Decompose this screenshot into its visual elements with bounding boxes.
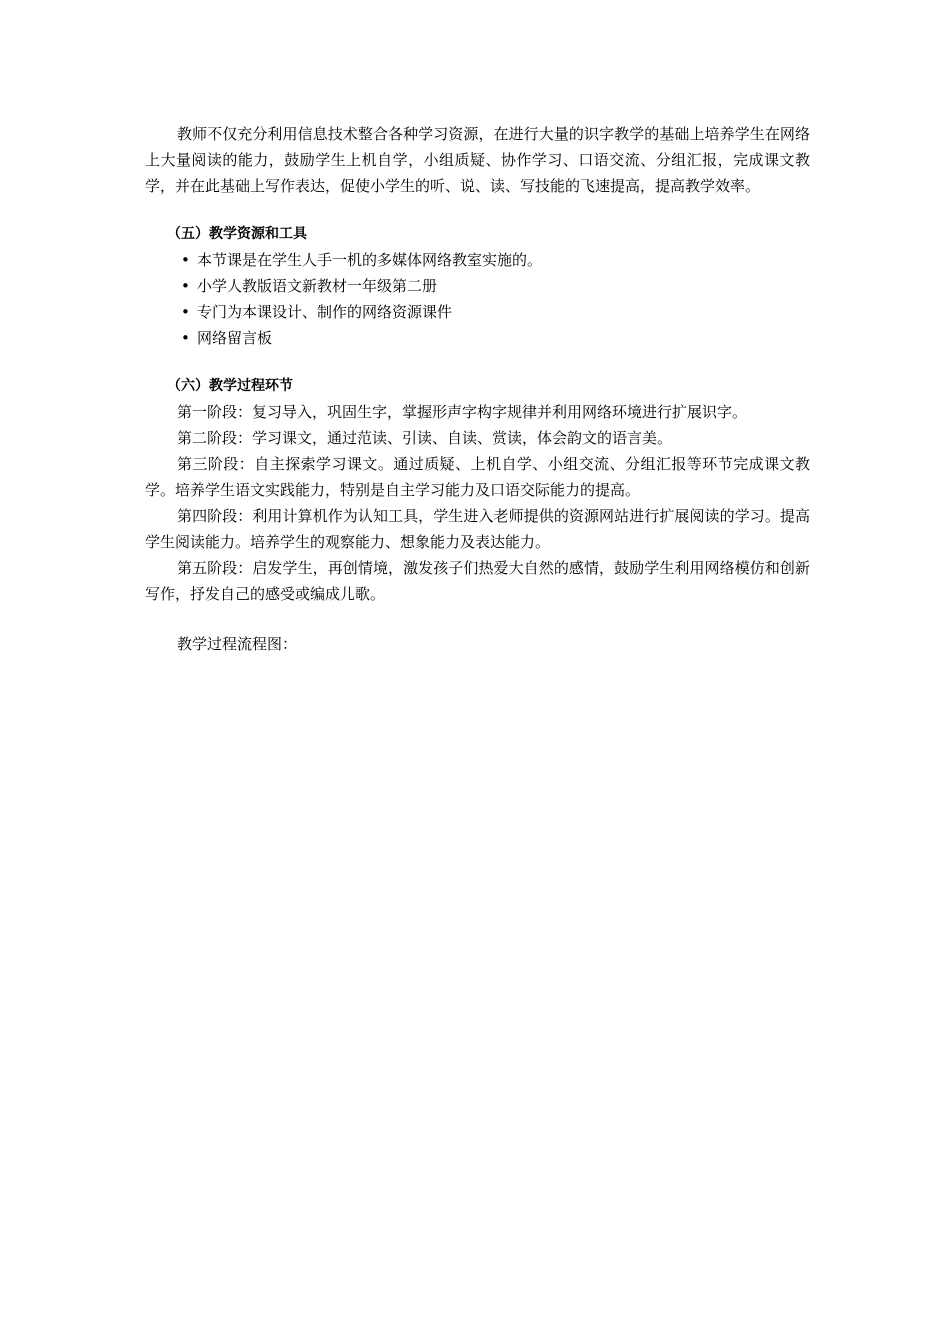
document-page bbox=[145, 121, 810, 657]
intro-paragraph: 教师不仅充分利用信息技术整合各种学习资源，在进行大量的识字教学的基础上培养学生在网络上大量阅读的能力，鼓励学生上机自学，小组质疑、协作学习、口语交流、分组汇报，完成课文教学，并在此基础上写作表达，促使小学生的听、说、读、写技能的飞速提高，提高教学效率。 bbox=[145, 125, 810, 195]
list-item bbox=[181, 273, 810, 299]
resources-list bbox=[145, 247, 810, 351]
bullet-icon: • bbox=[181, 329, 190, 347]
list-item bbox=[181, 325, 810, 351]
section-heading-resources: （五）教学资源和工具 bbox=[167, 226, 307, 242]
stage-paragraph: 第一阶段：复习导入，巩固生字，掌握形声字构字规律并利用网络环境进行扩展识字。 bbox=[177, 403, 748, 421]
list-item bbox=[181, 299, 810, 325]
stage-paragraph: 第四阶段：利用计算机作为认知工具，学生进入老师提供的资源网站进行扩展阅读的学习。提高学生阅读能力。培养学生的观察能力、想象能力及表达能力。 bbox=[145, 507, 810, 551]
list-item bbox=[181, 247, 810, 273]
bullet-icon: • bbox=[181, 303, 190, 321]
list-item-text: 本节课是在学生人手一机的多媒体网络教室实施的。 bbox=[197, 251, 543, 269]
bullet-icon: • bbox=[181, 251, 190, 269]
list-item-text: 专门为本课设计、制作的网络资源课件 bbox=[197, 303, 453, 321]
section-heading-process: （六）教学过程环节 bbox=[167, 378, 293, 394]
bullet-icon: • bbox=[181, 277, 190, 295]
list-item-text: 小学人教版语文新教材一年级第二册 bbox=[197, 277, 438, 295]
stage-paragraph: 第五阶段：启发学生，再创情境，激发孩子们热爱大自然的感情，鼓励学生利用网络模仿和创新写作，抒发自己的感受或编成儿歌。 bbox=[145, 559, 810, 603]
stage-paragraph: 第二阶段：学习课文，通过范读、引读、自读、赏读，体会韵文的语言美。 bbox=[177, 429, 673, 447]
stage-paragraph: 第三阶段：自主探索学习课文。通过质疑、上机自学、小组交流、分组汇报等环节完成课文教学。培养学生语文实践能力，特别是自主学习能力及口语交际能力的提高。 bbox=[145, 455, 810, 499]
list-item-text: 网络留言板 bbox=[197, 329, 273, 347]
flowchart-label: 教学过程流程图： bbox=[177, 635, 298, 653]
